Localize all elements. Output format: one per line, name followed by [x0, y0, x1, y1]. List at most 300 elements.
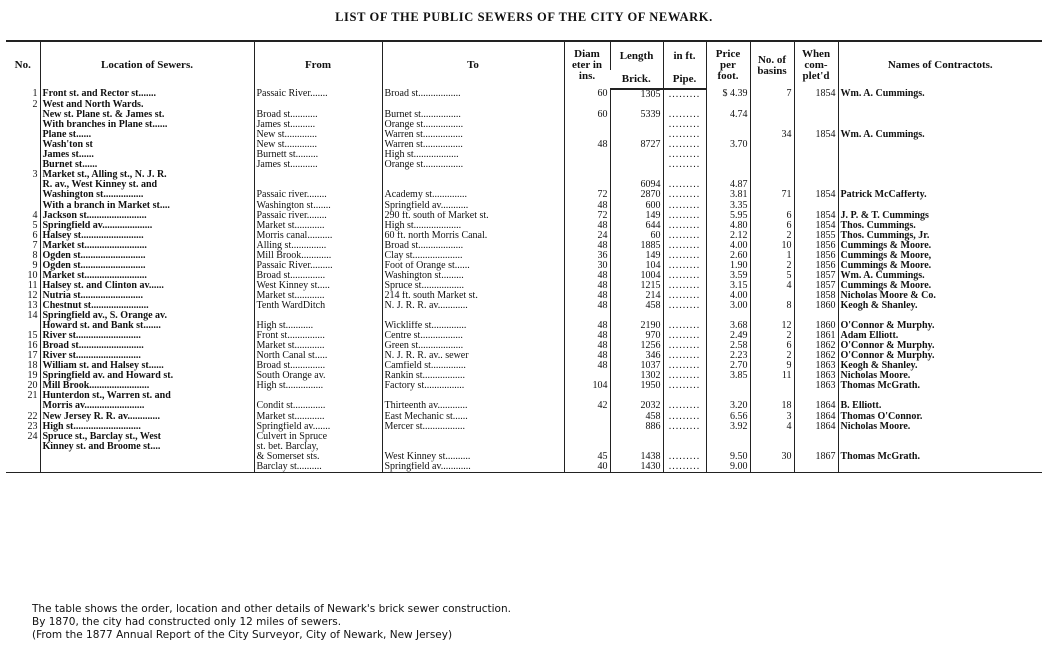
row-from: Market st............ — [254, 341, 382, 351]
row-to: Washington st......... — [382, 271, 564, 281]
row-diameter — [564, 150, 610, 160]
row-location: Market st......................... — [40, 241, 254, 251]
table-row — [6, 190, 1042, 200]
row-from: Burnett st......... — [254, 150, 382, 160]
table-row — [6, 341, 1042, 351]
row-price: 3.15 — [706, 281, 750, 291]
row-from: Springfield av....... — [254, 422, 382, 432]
row-basins: 18 — [750, 401, 794, 411]
row-diameter — [564, 130, 610, 140]
row-length-pipe: ......... — [663, 381, 706, 391]
row-price: 3.35 — [706, 201, 750, 211]
row-from: Passaic River....... — [254, 89, 382, 100]
header-infeet: in ft. — [663, 41, 706, 70]
row-length-pipe: ......... — [663, 190, 706, 200]
row-contractor: Thomas McGrath. — [838, 381, 1042, 391]
row-diameter: 48 — [564, 331, 610, 341]
row-year: 1854 — [794, 211, 838, 221]
table-row — [6, 321, 1042, 331]
row-price: 9.00 — [706, 462, 750, 473]
row-number — [6, 401, 40, 411]
row-diameter — [564, 311, 610, 321]
row-contractor — [838, 442, 1042, 452]
row-contractor — [838, 110, 1042, 120]
row-location: High st........................... — [40, 422, 254, 432]
row-year: 1867 — [794, 452, 838, 462]
row-location: River st.......................... — [40, 351, 254, 361]
sewers-table — [6, 40, 1042, 473]
row-number: 17 — [27, 351, 38, 362]
row-diameter — [564, 120, 610, 130]
row-price: 2.58 — [706, 341, 750, 351]
row-from: Tenth WardDitch — [254, 301, 382, 311]
row-price: 2.23 — [706, 351, 750, 361]
row-number: 5 — [32, 220, 38, 231]
row-basins — [750, 100, 794, 110]
row-year — [794, 120, 838, 130]
row-year — [794, 170, 838, 180]
row-basins: 30 — [750, 452, 794, 462]
row-year: 1855 — [794, 231, 838, 241]
row-year: 1863 — [794, 371, 838, 381]
row-location: With branches in Plane st...... — [40, 120, 254, 130]
row-price: 3.85 — [706, 371, 750, 381]
row-length-brick — [610, 130, 663, 140]
row-from: James st.......... — [254, 120, 382, 130]
row-number — [6, 442, 40, 452]
row-contractor — [838, 120, 1042, 130]
row-contractor — [838, 100, 1042, 110]
row-number: 3 — [32, 170, 38, 181]
row-basins: 1 — [750, 251, 794, 261]
row-length-pipe: ......... — [663, 201, 706, 211]
row-length-brick: 1256 — [610, 341, 663, 351]
row-from: New st............. — [254, 140, 382, 150]
row-length-brick — [610, 120, 663, 130]
row-contractor: Cummings & Moore. — [838, 261, 1042, 271]
row-price — [706, 170, 750, 180]
row-length-pipe — [663, 391, 706, 401]
row-price — [706, 311, 750, 321]
row-from: New st............. — [254, 130, 382, 140]
table-row — [6, 442, 1042, 452]
row-length-brick — [610, 100, 663, 110]
row-basins: 9 — [750, 361, 794, 371]
row-diameter — [564, 442, 610, 452]
row-length-pipe: ......... — [663, 140, 706, 150]
row-to — [382, 100, 564, 110]
row-year: 1864 — [794, 412, 838, 422]
header-brick: Brick. — [610, 70, 663, 89]
row-length-brick: 1004 — [610, 271, 663, 281]
row-basins: 7 — [750, 89, 794, 100]
row-number: 19 — [27, 371, 38, 382]
row-number: 4 — [32, 210, 38, 221]
row-number: 15 — [27, 331, 38, 342]
row-location: Plane st...... — [40, 130, 254, 140]
row-location: Mill Brook........................ — [40, 381, 254, 391]
row-year: 1863 — [794, 361, 838, 371]
row-length-pipe: ......... — [663, 231, 706, 241]
row-year: 1856 — [794, 241, 838, 251]
row-length-brick: 1037 — [610, 361, 663, 371]
row-location: New st. Plane st. & James st. — [40, 110, 254, 120]
row-length-brick: 5339 — [610, 110, 663, 120]
row-location: Ogden st.......................... — [40, 261, 254, 271]
table-row — [6, 412, 1042, 422]
row-contractor: Adam Elliott. — [838, 331, 1042, 341]
row-basins — [750, 432, 794, 442]
row-diameter: 36 — [564, 251, 610, 261]
row-year — [794, 110, 838, 120]
row-contractor: O'Connor & Murphy. — [838, 321, 1042, 331]
caption — [32, 603, 511, 642]
row-length-brick — [610, 160, 663, 170]
row-length-brick: 149 — [610, 251, 663, 261]
row-to: Spruce st................. — [382, 281, 564, 291]
row-length-brick: 149 — [610, 211, 663, 221]
row-year — [794, 140, 838, 150]
row-contractor — [838, 140, 1042, 150]
row-to: Broad st................. — [382, 89, 564, 100]
table-row — [6, 120, 1042, 130]
row-basins — [750, 110, 794, 120]
row-basins: 8 — [750, 301, 794, 311]
row-to: Foot of Orange st...... — [382, 261, 564, 271]
row-from: South Orange av. — [254, 371, 382, 381]
row-length-pipe: ......... — [663, 331, 706, 341]
row-number — [6, 120, 40, 130]
row-location: Burnet st...... — [40, 160, 254, 170]
row-location: James st...... — [40, 150, 254, 160]
row-location: Hunterdon st., Warren st. and — [40, 391, 254, 401]
row-length-pipe: ......... — [663, 401, 706, 411]
row-from: High st............... — [254, 381, 382, 391]
row-length-pipe: ......... — [663, 150, 706, 160]
row-length-pipe: ......... — [663, 221, 706, 231]
row-contractor: Nicholas Moore. — [838, 422, 1042, 432]
document-title: LIST OF THE PUBLIC SEWERS OF THE CITY OF NEWARK. — [335, 10, 713, 24]
row-location: William st. and Halsey st...... — [40, 361, 254, 371]
row-number — [6, 201, 40, 211]
row-to: Broad st.................. — [382, 241, 564, 251]
caption-line: The table shows the order, location and other details of Newark's brick sewer construction. — [32, 603, 511, 615]
row-length-pipe — [663, 100, 706, 110]
row-diameter: 48 — [564, 291, 610, 301]
row-number: 6 — [32, 230, 38, 241]
row-to — [382, 432, 564, 442]
row-diameter — [564, 371, 610, 381]
row-basins — [750, 442, 794, 452]
row-number — [6, 130, 40, 140]
row-length-pipe: ......... — [663, 271, 706, 281]
row-location: Broad st.......................... — [40, 341, 254, 351]
row-to: Thirteenth av............ — [382, 401, 564, 411]
row-from: Mill Brook............ — [254, 251, 382, 261]
row-price — [706, 120, 750, 130]
row-year — [794, 201, 838, 211]
row-basins — [750, 180, 794, 190]
row-from: James st........... — [254, 160, 382, 170]
row-to: High st.................. — [382, 150, 564, 160]
row-year: 1856 — [794, 261, 838, 271]
row-contractor: B. Elliott. — [838, 401, 1042, 411]
row-basins — [750, 170, 794, 180]
row-basins: 2 — [750, 231, 794, 241]
row-from: North Canal st..... — [254, 351, 382, 361]
row-length-pipe: ......... — [663, 251, 706, 261]
row-contractor: O'Connor & Murphy. — [838, 341, 1042, 351]
row-number: 11 — [27, 280, 38, 291]
row-price — [706, 432, 750, 442]
row-year: 1863 — [794, 381, 838, 391]
row-location: Howard st. and Bank st....... — [40, 321, 254, 331]
row-length-brick: 2190 — [610, 321, 663, 331]
table-row — [6, 361, 1042, 371]
row-basins: 4 — [750, 422, 794, 432]
row-diameter: 48 — [564, 341, 610, 351]
row-basins: 6 — [750, 211, 794, 221]
row-contractor: Wm. A. Cummings. — [838, 271, 1042, 281]
row-length-pipe: ......... — [663, 351, 706, 361]
row-from: & Somerset sts. — [254, 452, 382, 462]
row-contractor: Wm. A. Cummings. — [838, 130, 1042, 140]
row-location: Ogden st.......................... — [40, 251, 254, 261]
header-length: Length — [610, 41, 663, 70]
row-diameter — [564, 160, 610, 170]
row-price: 3.00 — [706, 301, 750, 311]
row-location: New Jersey R. R. av............. — [40, 412, 254, 422]
row-to: 214 ft. south Market st. — [382, 291, 564, 301]
row-length-pipe: ......... — [663, 89, 706, 100]
row-length-brick — [610, 391, 663, 401]
row-basins — [750, 291, 794, 301]
row-year — [794, 100, 838, 110]
row-basins: 6 — [750, 221, 794, 231]
row-length-pipe: ......... — [663, 462, 706, 473]
row-number — [6, 150, 40, 160]
row-basins: 11 — [750, 371, 794, 381]
header-no: No. — [6, 41, 40, 89]
row-to: Wickliffe st.............. — [382, 321, 564, 331]
row-price — [706, 381, 750, 391]
row-price: 4.00 — [706, 241, 750, 251]
row-to: West Kinney st.......... — [382, 452, 564, 462]
row-number — [6, 452, 40, 462]
row-basins — [750, 391, 794, 401]
row-basins: 2 — [750, 261, 794, 271]
row-from: Passaic river........ — [254, 190, 382, 200]
row-price: 2.12 — [706, 231, 750, 241]
row-to: 290 ft. south of Market st. — [382, 211, 564, 221]
row-contractor: Thos. Cummings, Jr. — [838, 231, 1042, 241]
row-number: 22 — [27, 411, 38, 422]
row-length-brick: 6094 — [610, 180, 663, 190]
row-year: 1862 — [794, 341, 838, 351]
table-row — [6, 351, 1042, 361]
row-number: 13 — [27, 300, 38, 311]
row-diameter: 48 — [564, 221, 610, 231]
row-from: Broad st.............. — [254, 361, 382, 371]
row-from — [254, 311, 382, 321]
row-year — [794, 432, 838, 442]
table-row — [6, 291, 1042, 301]
row-price — [706, 160, 750, 170]
row-diameter: 48 — [564, 241, 610, 251]
row-number — [6, 180, 40, 190]
row-length-brick — [610, 442, 663, 452]
row-location: Chestnut st....................... — [40, 301, 254, 311]
row-number: 8 — [32, 250, 38, 261]
row-to: Warren st................ — [382, 130, 564, 140]
row-location: Springfield av.................... — [40, 221, 254, 231]
table-row — [6, 170, 1042, 180]
row-to: Springfield av............ — [382, 462, 564, 473]
table-row — [6, 130, 1042, 140]
row-contractor: Nicholas Moore & Co. — [838, 291, 1042, 301]
row-to: Centre st................. — [382, 331, 564, 341]
row-to: Green st.................. — [382, 341, 564, 351]
row-length-pipe: ......... — [663, 452, 706, 462]
row-to: Rankin st................. — [382, 371, 564, 381]
row-price: 3.70 — [706, 140, 750, 150]
table-row — [6, 422, 1042, 432]
row-contractor — [838, 391, 1042, 401]
row-location: Halsey st......................... — [40, 231, 254, 241]
table-row — [6, 401, 1042, 411]
row-year — [794, 150, 838, 160]
row-diameter: 48 — [564, 140, 610, 150]
row-number: 1 — [32, 89, 38, 99]
row-contractor: Wm. A. Cummings. — [838, 89, 1042, 100]
row-to: High st................... — [382, 221, 564, 231]
row-location: Springfield av., S. Orange av. — [40, 311, 254, 321]
row-diameter — [564, 391, 610, 401]
row-diameter: 24 — [564, 231, 610, 241]
row-price: 1.90 — [706, 261, 750, 271]
row-contractor: Cummings & Moore. — [838, 241, 1042, 251]
row-number: 12 — [27, 290, 38, 301]
row-from: Broad st........... — [254, 110, 382, 120]
row-year: 1860 — [794, 301, 838, 311]
row-price: 4.80 — [706, 221, 750, 231]
row-from: Market st............ — [254, 291, 382, 301]
row-length-pipe — [663, 442, 706, 452]
row-diameter: 40 — [564, 462, 610, 473]
table-row — [6, 301, 1042, 311]
row-price: 3.92 — [706, 422, 750, 432]
row-to: Clay st.................... — [382, 251, 564, 261]
row-length-pipe: ......... — [663, 110, 706, 120]
row-length-brick: 1305 — [610, 89, 663, 100]
row-diameter — [564, 412, 610, 422]
row-length-brick — [610, 432, 663, 442]
row-contractor: Keogh & Shanley. — [838, 361, 1042, 371]
row-number: 16 — [27, 341, 38, 352]
row-from: Condit st............. — [254, 401, 382, 411]
row-year — [794, 391, 838, 401]
row-from: High st........... — [254, 321, 382, 331]
row-length-brick: 104 — [610, 261, 663, 271]
row-length-pipe: ......... — [663, 281, 706, 291]
row-from: West Kinney st..... — [254, 281, 382, 291]
row-year: 1856 — [794, 251, 838, 261]
row-contractor — [838, 311, 1042, 321]
row-length-pipe: ......... — [663, 160, 706, 170]
table-row — [6, 311, 1042, 321]
row-to: Springfield av........... — [382, 201, 564, 211]
row-from — [254, 170, 382, 180]
row-contractor: J. P. & T. Cummings — [838, 211, 1042, 221]
row-basins — [750, 160, 794, 170]
row-price — [706, 391, 750, 401]
row-length-pipe: ......... — [663, 321, 706, 331]
row-diameter: 42 — [564, 401, 610, 411]
caption-line: By 1870, the city had constructed only 12 miles of sewers. — [32, 616, 342, 628]
row-to — [382, 391, 564, 401]
header-diameter: Diam eter in ins. — [564, 41, 610, 89]
row-location: Morris av........................ — [40, 401, 254, 411]
row-price: 2.70 — [706, 361, 750, 371]
row-year: 1854 — [794, 89, 838, 100]
row-basins — [750, 381, 794, 391]
row-year: 1864 — [794, 422, 838, 432]
row-year — [794, 311, 838, 321]
row-basins: 6 — [750, 341, 794, 351]
row-contractor: Patrick McCafferty. — [838, 190, 1042, 200]
row-contractor: Thos. Cummings. — [838, 221, 1042, 231]
row-length-pipe: ......... — [663, 120, 706, 130]
row-location — [40, 462, 254, 473]
row-basins: 4 — [750, 281, 794, 291]
table-row — [6, 140, 1042, 150]
row-length-pipe: ......... — [663, 361, 706, 371]
row-from: Market st............ — [254, 221, 382, 231]
table-row — [6, 100, 1042, 110]
row-location: With a branch in Market st.... — [40, 201, 254, 211]
row-from: st. bet. Barclay, — [254, 442, 382, 452]
table-row — [6, 110, 1042, 120]
table-row — [6, 452, 1042, 462]
row-to — [382, 442, 564, 452]
row-length-brick: 458 — [610, 301, 663, 311]
row-to: N. J. R. R. av............ — [382, 301, 564, 311]
row-length-brick: 60 — [610, 231, 663, 241]
table-row — [6, 391, 1042, 401]
row-year: 1860 — [794, 321, 838, 331]
row-to: Warren st................ — [382, 140, 564, 150]
row-basins: 3 — [750, 412, 794, 422]
row-price: 4.00 — [706, 291, 750, 301]
row-basins — [750, 150, 794, 160]
row-location: R. av., West Kinney st. and — [40, 180, 254, 190]
row-contractor — [838, 462, 1042, 473]
row-basins — [750, 120, 794, 130]
row-to: Camfield st.............. — [382, 361, 564, 371]
row-price — [706, 442, 750, 452]
row-year: 1854 — [794, 221, 838, 231]
row-length-brick: 8727 — [610, 140, 663, 150]
row-to: Orange st................ — [382, 120, 564, 130]
row-location: Front st. and Rector st....... — [40, 89, 254, 100]
row-basins: 5 — [750, 271, 794, 281]
row-diameter: 48 — [564, 281, 610, 291]
row-to — [382, 170, 564, 180]
row-diameter: 48 — [564, 321, 610, 331]
row-length-pipe — [663, 170, 706, 180]
row-diameter: 60 — [564, 89, 610, 100]
row-length-brick — [610, 150, 663, 160]
